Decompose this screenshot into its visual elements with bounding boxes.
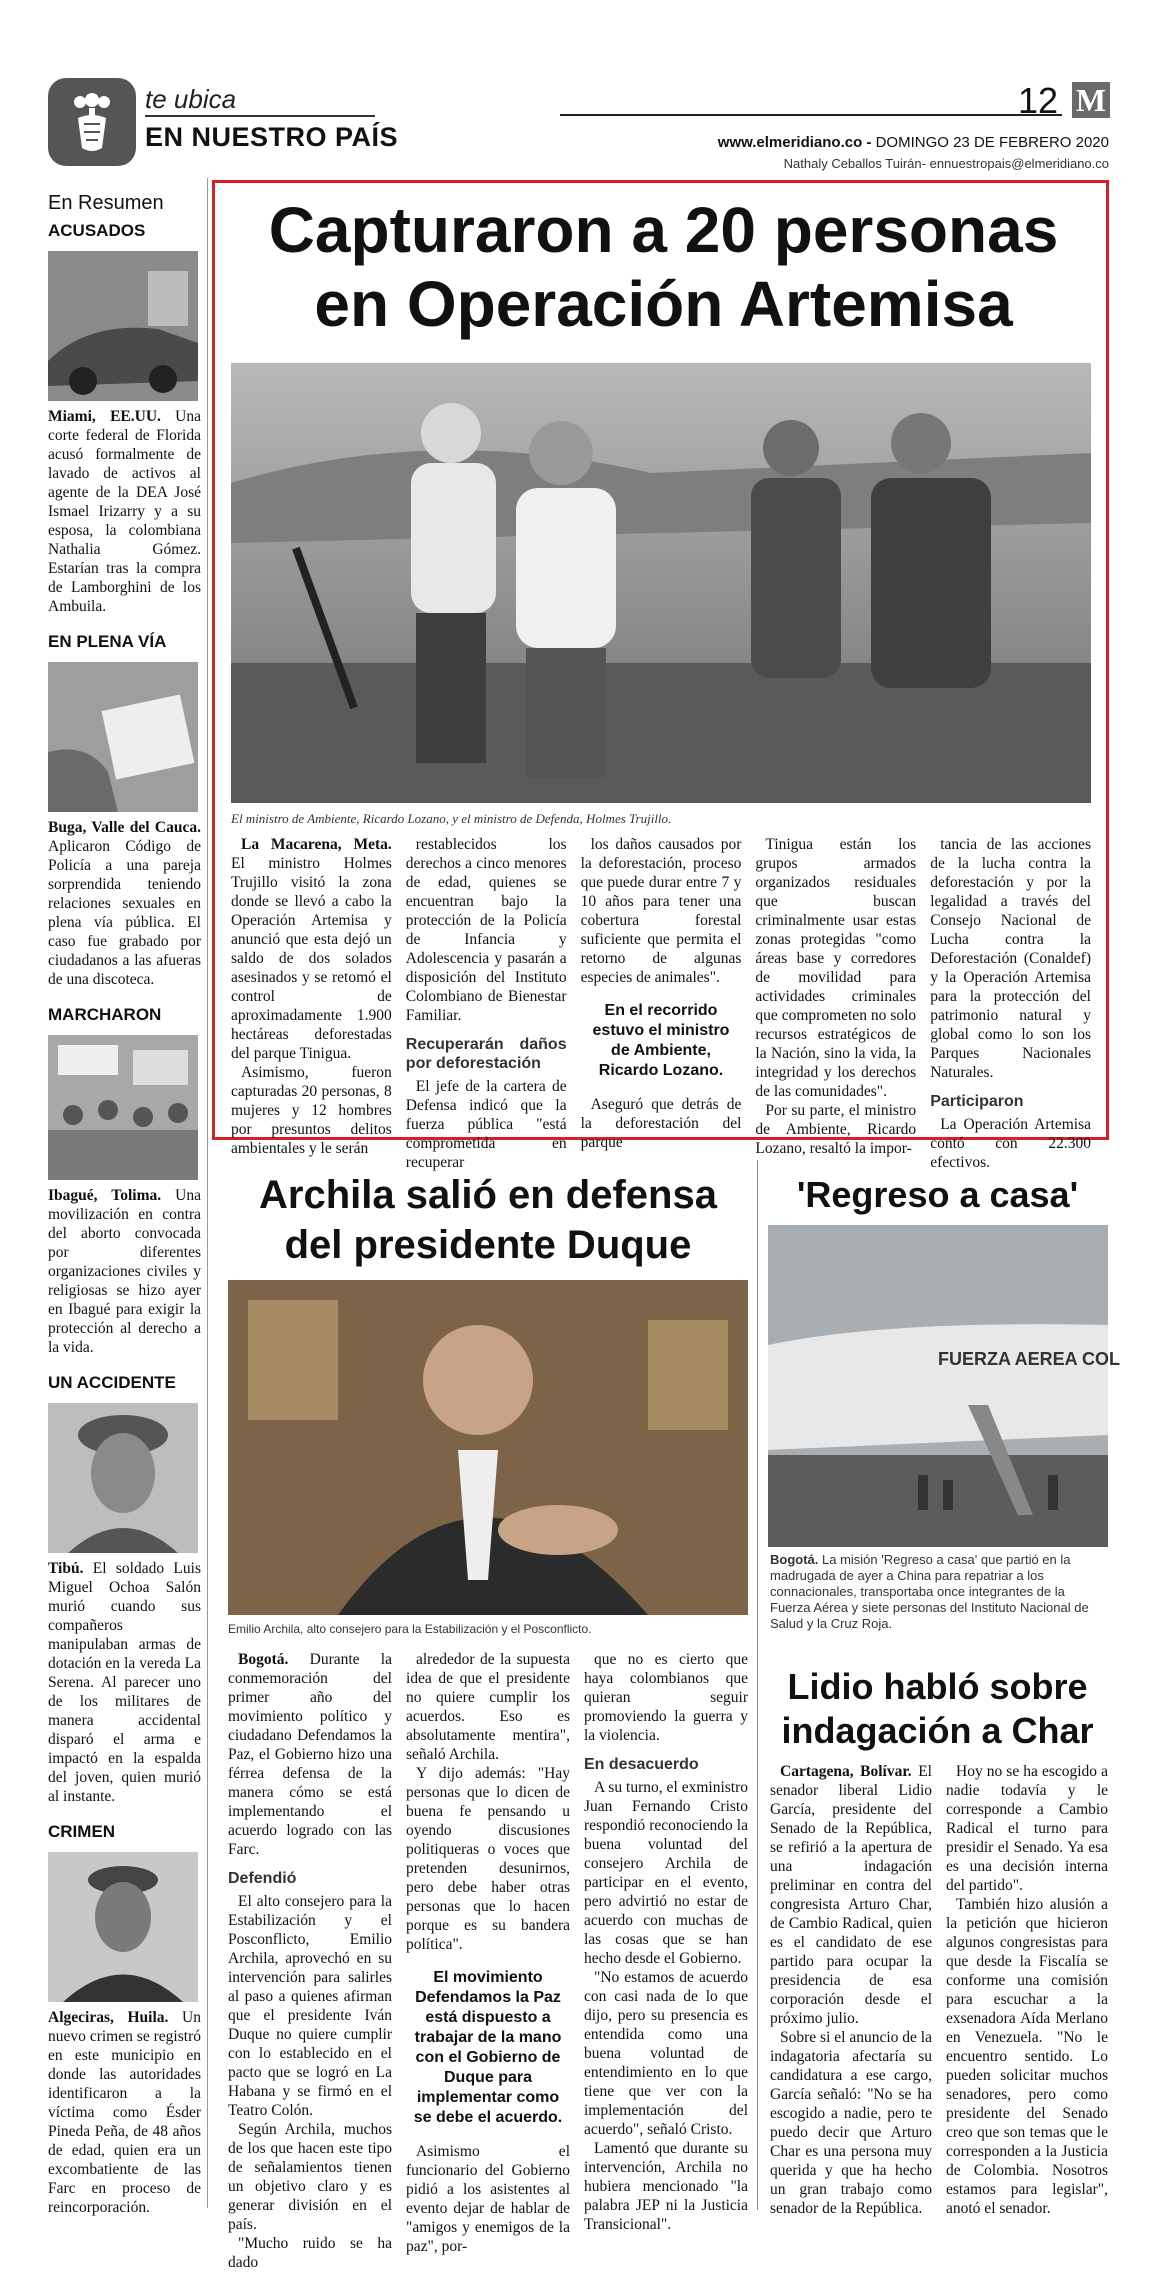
subheading: Participaron <box>930 1093 1024 1110</box>
archila-photo <box>228 1280 748 1615</box>
summary-item-plena-via <box>48 632 201 989</box>
pull-quote: El movimiento Defendamos la Paz está dispuesto a trabajar de la mano con el Gobierno de Duque para implementar como se debe el acuerdo. <box>413 1969 563 2126</box>
page-number: 12 <box>1018 80 1059 121</box>
section-title: EN NUESTRO PAÍS <box>145 122 399 152</box>
story2-headline: Archila salió en defensa del presidente Duque <box>259 1173 717 1267</box>
lead-column: restablecidos los derechos a cinco menores de edad, quienes se encuentran bajo la protección de la Policía de Infancia y Adolescencia y pasarán a disposición del Instituto Colombiano de Bienestar Familiar. Recuperarán daños por deforestación El jefe de la cartera de Defensa indicó que la fuerza pública "está comprometida en recuperar <box>405 836 567 1171</box>
story3-caption: Bogotá. La misión 'Regreso a casa' que partió en la madrugada de ayer a China para repatriar a los connacionales, transportaba once integrantes de la Fuerza Aérea y siete personas del Instituto Nacional de Salud y la Cruz Roja. <box>770 1552 1089 1631</box>
summary-text: Algeciras, Huila. Un nuevo crimen se registró en este municipio en donde las autoridades identificaron a la víctima como Ésder Pineda Peña, de 48 años de edad, quien era un excombatiente de las Farc en proceso de reincorporación. <box>48 2009 201 2216</box>
story4-column: Hoy no se ha escogido a nadie todavía y le corresponde a Cambio Radical el turno para presidir el Senado. Ya esa es una decisión interna del partido". También hizo alusión a la petición que hicieron algunos congresistas para que desde la Fiscalía se conforme una comisión para escuchar a la exsenadora Aída Merlano en Venezuela. "No le encuentro sentido. Lo pueden solicitar muchos senadores, pero como presidente del Senado creo que son temas que le corresponden a la Justicia de Colombia. Nosotros estamos para legislar", anotó el senador. <box>946 1763 1108 2217</box>
lead-body <box>231 835 1091 1172</box>
subheading: Recuperarán daños por deforestación <box>405 1036 567 1072</box>
summary-item-acusados <box>48 221 201 616</box>
story4-column: Cartagena, Bolívar. El senador liberal Lidio García, presidente del Senado de la República, se refirió a la apertura de una indagación preliminar en contra del congresista Arturo Char, de Cambio Radical, quien es el candidato de ese partido para ocupar la presidencia de esa corporación desde el próximo julio. Sobre si el anuncio de la indagatoria afectaría su candidatura a ese cargo, García señaló: "No se ha escogido a nadie, pero te puedo decir que Arturo Char es una persona muy querida y que ha hecho un gran trabajo como senador de la República. <box>770 1763 932 2217</box>
site-url[interactable]: www.elmeridiano.co - <box>717 134 876 151</box>
march-photo <box>48 1035 198 1180</box>
airplane-photo <box>768 1225 1120 1547</box>
lead-column: La Macarena, Meta. El ministro Holmes Trujillo visitó la zona donde se llevó a cabo la Operación Artemisa y anunció que esta dejó un saldo de dos solados asesinados y se retomó el control de aproximadamente 1.900 hectáreas deforestadas del parque Tinigua. Asimismo, fueron capturadas 20 personas, 8 mujeres y 12 hombres por presuntos delitos ambientales y le serán <box>231 836 392 1157</box>
story4-headline: Lidio habló sobre indagación a Char <box>781 1666 1094 1751</box>
pull-quote: En el recorrido estuvo el ministro de Ambiente, Ricardo Lozano. <box>592 1002 730 1079</box>
lead-story <box>212 180 1109 1171</box>
header-rule <box>560 114 1062 116</box>
story2-column: Bogotá. Durante la conmemoración del primer año del movimiento político y ciudadano Defendamos la Paz, el Gobierno hizo una férrea defensa de la manera cómo se está implementando el acuerdo logrado con las Farc. Defendió El alto consejero para la Estabilización y el Posconflicto, Emilio Archila, aprovechó en su intervención para salirles al paso a quienes afirman que el presidente Iván Duque no quiere cumplir con lo establecido en el pacto que se logró en La Habana y se firmó en el Teatro Colón. Según Archila, muchos de los que hacen este tipo de señalamientos tienen un objetivo claro y es generar división en el país. "Mucho ruido se ha dado <box>228 1651 392 2271</box>
story2-column: alrededor de la supuesta idea de que el presidente no quiere cumplir los acuerdos. Eso es absolutamente mentira", señaló Archila. Y dijo además: "Hay personas que lo dicen de buena fe pensando u oyendo discusiones politiqueras o voces que pretenden desunirnos, pero debe haber otras personas que lo hacen porque es su bandera política". El movimiento Defendamos la Paz está dispuesto a trabajar de la mano con el Gobierno de Duque para implementar como se debe el acuerdo. Asimismo el funcionario del Gobierno pidió a los asistentes al evento dejar de hablar de "amigos y enemigos de la paz", por- <box>406 1651 570 2255</box>
sidebar-title: En Resumen <box>48 192 164 214</box>
summary-heading: EN PLENA VÍA <box>48 632 167 651</box>
subheading: Defendió <box>228 1870 297 1887</box>
plane-livery-text: FUERZA AEREA COL <box>938 1349 1120 1369</box>
summary-heading: UN ACCIDENTE <box>48 1373 176 1392</box>
summary-item-crimen <box>48 1822 201 2217</box>
lead-column: Tinigua están los grupos armados organizados residuales que buscan criminalmente usar estas zonas protegidas "como áreas base y corredores de movilidad para actividades criminales que comprometen no solo recursos estratégicos de la Nación, sino la vida, la integridad y los derechos de las comunidades". Por su parte, el ministro de Ambiente, Ricardo Lozano, resaltó la impor- <box>755 836 917 1157</box>
story3-headline: 'Regreso a casa' <box>796 1174 1079 1215</box>
kicker-underline <box>145 115 375 117</box>
newspaper-logo: M <box>1072 82 1110 118</box>
document-photo <box>48 662 198 812</box>
summary-text: Tibú. El soldado Luis Miguel Ochoa Salón murió cuando sus compañeros manipulaban armas de dotación en la vereda La Serena. Al parecer uno de los militares de manera accidental disparó el arma e impactó en la espalda del joven, quien murió al instante. <box>48 1560 201 1805</box>
author-credit: Nathaly Ceballos Tuirán- ennuestropais@elmeridiano.co <box>783 156 1109 171</box>
summary-text: Ibagué, Tolima. Una movilización en contra del aborto convocada por diferentes organizaciones civiles y religiosas se hizo ayer en Ibagué para exigir la protección al derecho a la vida. <box>48 1187 202 1356</box>
story2-body <box>228 1650 748 2272</box>
lead-column: los daños causados por la deforestación, proceso que puede durar entre 7 y 10 años para tener una cobertura forestal suficiente que permita el retorno de algunas especies de animales". En el recorrido estuvo el ministro de Ambiente, Ricardo Lozano. Aseguró que detrás de la deforestación del parque <box>580 836 742 1151</box>
date-text: DOMINGO 23 DE FEBRERO 2020 <box>875 134 1109 151</box>
story4-body <box>770 1762 1108 2218</box>
summary-item-accidente <box>48 1373 201 1806</box>
lead-caption: El ministro de Ambiente, Ricardo Lozano, y el ministro de Defenda, Holmes Trujillo. <box>231 811 672 826</box>
story2-column: que no es cierto que haya colombianos que quieran seguir promoviendo la guerra y la violencia. En desacuerdo A su turno, el exministro Juan Fernando Cristo respondió reconociendo la buena voluntad del consejero Archila de participar en el evento, pero advirtió no estar de acuerdo con muchas de las cosas que se han hecho desde el Gobierno. "No estamos de acuerdo con casi nada de lo que dijo, pero su presencia es entendida como una buena voluntad de entendimiento en lo que tiene que ver con la implementación del acuerdo", señaló Cristo. Lamentó que durante su intervención, Archila no hubiera mencionado "la palabra JEP ni la Justicia Transicional". <box>584 1651 748 2233</box>
section-kicker: te ubica <box>145 84 237 114</box>
column-divider <box>757 1160 758 2210</box>
summary-heading: CRIMEN <box>48 1822 116 1841</box>
summary-text: Miami, EE.UU. Una corte federal de Florida acusó formalmente de lavado de activos al agente de la DEA José Ismael Irizarry y a su esposa, la colombiana Nathalia Gómez. Estarían tras la compra de Lamborghini de los Ambuila. <box>48 408 202 615</box>
story2-caption: Emilio Archila, alto consejero para la Estabilización y el Posconflicto. <box>228 1622 592 1636</box>
lead-column: tancia de las acciones de la lucha contra la deforestación y por la legalidad a través del Consejo Nacional de Lucha contra la Deforestación (Conaldef) y la Operación Artemisa para la protección del patrimonio natural y global como lo son los Parques Nacionales Naturales. Participaron La Operación Artemisa contó con 22.300 efectivos. <box>930 836 1091 1171</box>
summary-heading: MARCHARON <box>48 1005 162 1024</box>
summary-heading: ACUSADOS <box>48 221 146 240</box>
victim-portrait <box>48 1852 198 2002</box>
summary-sidebar <box>48 178 208 2216</box>
subheading: En desacuerdo <box>584 1756 699 1773</box>
lead-photo <box>231 363 1091 803</box>
issue-date <box>718 134 1109 151</box>
section-logo-icon <box>48 78 136 166</box>
summary-text: Buga, Valle del Cauca. Aplicaron Código de Policía a una pareja sorprendida teniendo relaciones sexuales en plena vía pública. El caso fue grabado por ciudadanos a las afueras de una discoteca. <box>48 819 201 988</box>
summary-item-marcharon <box>48 1005 201 1357</box>
lead-headline: Capturaron a 20 personas en Operación Artemisa <box>268 194 1059 340</box>
car-photo <box>48 251 198 401</box>
soldier-portrait <box>48 1403 198 1553</box>
